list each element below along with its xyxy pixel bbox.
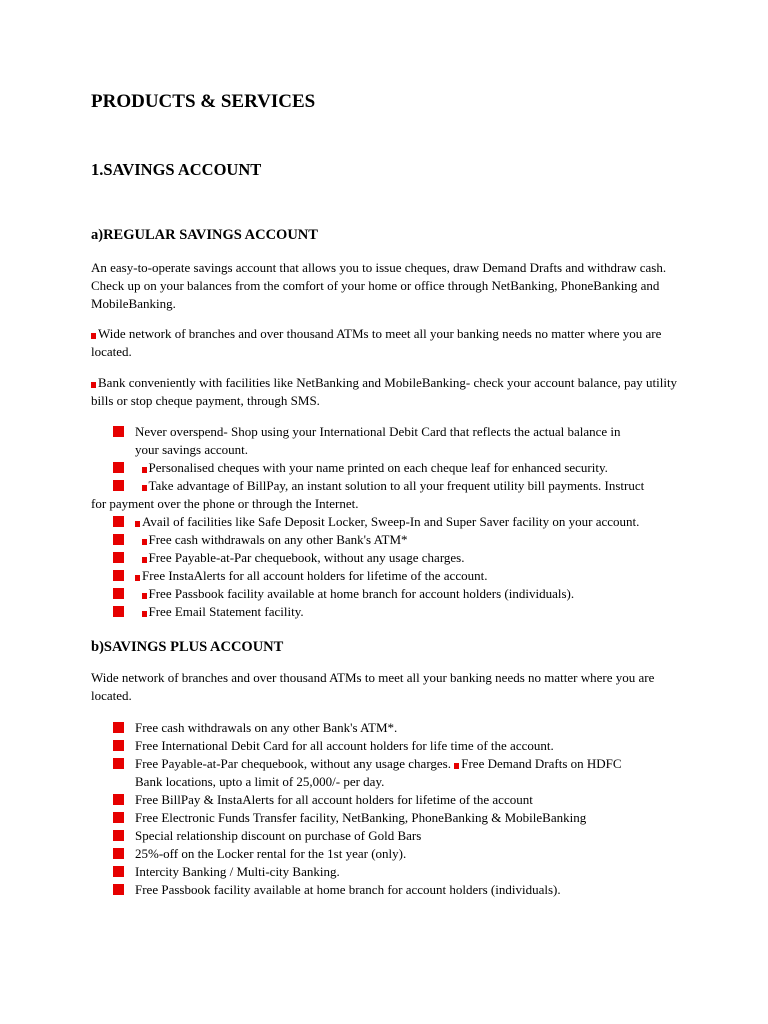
bullet-icon	[454, 763, 459, 769]
bullet-icon	[113, 848, 124, 859]
list-item	[91, 719, 691, 737]
list-item-text: Free cash withdrawals on any other Bank's ATM*	[148, 532, 408, 547]
list-item-text: Never overspend- Shop using your International Debit Card that reflects the actual balance in	[135, 424, 621, 439]
bullet-icon	[135, 521, 140, 527]
bullet-icon	[91, 382, 96, 388]
list-item-text: Free Passbook facility available at home branch for account holders (individuals).	[148, 586, 575, 601]
list-item	[91, 477, 691, 513]
list-item	[91, 827, 691, 845]
regular-para-bank	[91, 374, 681, 410]
list-item	[91, 881, 691, 899]
list-item	[91, 845, 691, 863]
bullet-icon	[113, 866, 124, 877]
list-item-text-inline: Free Demand Drafts on HDFC	[461, 756, 622, 771]
list-item-text: Intercity Banking / Multi-city Banking.	[135, 864, 340, 879]
list-item	[91, 737, 691, 755]
bullet-icon	[113, 570, 124, 581]
bullet-icon	[91, 333, 96, 339]
list-item	[91, 459, 691, 477]
bullet-icon	[113, 480, 124, 491]
list-item	[91, 791, 691, 809]
list-item-text: Personalised cheques with your name printed on each cheque leaf for enhanced security.	[148, 460, 608, 475]
list-item-text: Free Email Statement facility.	[148, 604, 304, 619]
bullet-icon	[142, 467, 147, 473]
list-item	[91, 549, 691, 567]
regular-feature-list	[91, 423, 691, 621]
bullet-icon	[142, 593, 147, 599]
list-item-text: Special relationship discount on purchase of Gold Bars	[135, 828, 422, 843]
bullet-icon	[113, 722, 124, 733]
list-item-text: Free International Debit Card for all account holders for life time of the account.	[135, 738, 554, 753]
list-item-text: Take advantage of BillPay, an instant solution to all your frequent utility bill payments. Instruct	[148, 478, 645, 493]
bullet-icon	[113, 462, 124, 473]
list-item-text: Free BillPay & InstaAlerts for all account holders for lifetime of the account	[135, 792, 533, 807]
bullet-icon	[113, 758, 124, 769]
regular-para-bank-text: Bank conveniently with facilities like NetBanking and MobileBanking- check your account balance, pay utility bills or stop cheque payment, through SMS.	[91, 375, 678, 408]
list-item	[91, 585, 691, 603]
regular-intro: An easy-to-operate savings account that allows you to issue cheques, draw Demand Drafts and withdraw cash. Check up on your balances from the comfort of your home or office through NetBanking, PhoneBanking and MobileBanking.	[91, 260, 667, 311]
list-item-text: Free InstaAlerts for all account holders for lifetime of the account.	[142, 568, 488, 583]
list-item	[91, 603, 691, 621]
section-heading-savings: 1.SAVINGS ACCOUNT	[91, 160, 262, 179]
plus-intro: Wide network of branches and over thousand ATMs to meet all your banking needs no matter where you are located.	[91, 670, 655, 703]
list-item-text: Avail of facilities like Safe Deposit Locker, Sweep-In and Super Saver facility on your account.	[142, 514, 640, 529]
list-item-text: Free Payable-at-Par chequebook, without any usage charges.	[148, 550, 465, 565]
bullet-icon	[113, 426, 124, 437]
bullet-icon	[142, 611, 147, 617]
list-item-text: Free cash withdrawals on any other Bank's ATM*.	[135, 720, 398, 735]
list-item	[91, 567, 691, 585]
list-item	[91, 513, 691, 531]
bullet-icon	[135, 575, 140, 581]
bullet-icon	[113, 606, 124, 617]
list-item	[91, 755, 691, 791]
plus-feature-list	[91, 719, 691, 899]
bullet-icon	[142, 557, 147, 563]
bullet-icon	[113, 534, 124, 545]
list-item-text: Free Passbook facility available at home branch for account holders (individuals).	[135, 882, 561, 897]
bullet-icon	[113, 588, 124, 599]
bullet-icon	[113, 794, 124, 805]
heading-savings-plus: b)SAVINGS PLUS ACCOUNT	[91, 639, 284, 655]
bullet-icon	[113, 812, 124, 823]
regular-para-network-text: Wide network of branches and over thousand ATMs to meet all your banking needs no matter where you are located.	[91, 326, 662, 359]
list-item	[91, 423, 691, 459]
list-item-text-line2: Bank locations, upto a limit of 25,000/- per day.	[135, 774, 385, 789]
bullet-icon	[113, 516, 124, 527]
list-item-text: Free Payable-at-Par chequebook, without any usage charges.	[135, 756, 455, 771]
bullet-icon	[142, 485, 147, 491]
page-title: PRODUCTS & SERVICES	[91, 91, 316, 112]
list-item-text-continued: for payment over the phone or through the Internet.	[91, 496, 359, 511]
list-item-text-line2: your savings account.	[135, 442, 249, 457]
heading-regular-savings: a)REGULAR SAVINGS ACCOUNT	[91, 227, 318, 243]
list-item-text: Free Electronic Funds Transfer facility, NetBanking, PhoneBanking & MobileBanking	[135, 810, 587, 825]
bullet-icon	[113, 552, 124, 563]
bullet-icon	[113, 740, 124, 751]
bullet-icon	[113, 884, 124, 895]
list-item	[91, 863, 691, 881]
regular-para-network	[91, 325, 681, 361]
list-item	[91, 531, 691, 549]
bullet-icon	[142, 539, 147, 545]
list-item	[91, 809, 691, 827]
list-item-text: 25%-off on the Locker rental for the 1st year (only).	[135, 846, 407, 861]
bullet-icon	[113, 830, 124, 841]
